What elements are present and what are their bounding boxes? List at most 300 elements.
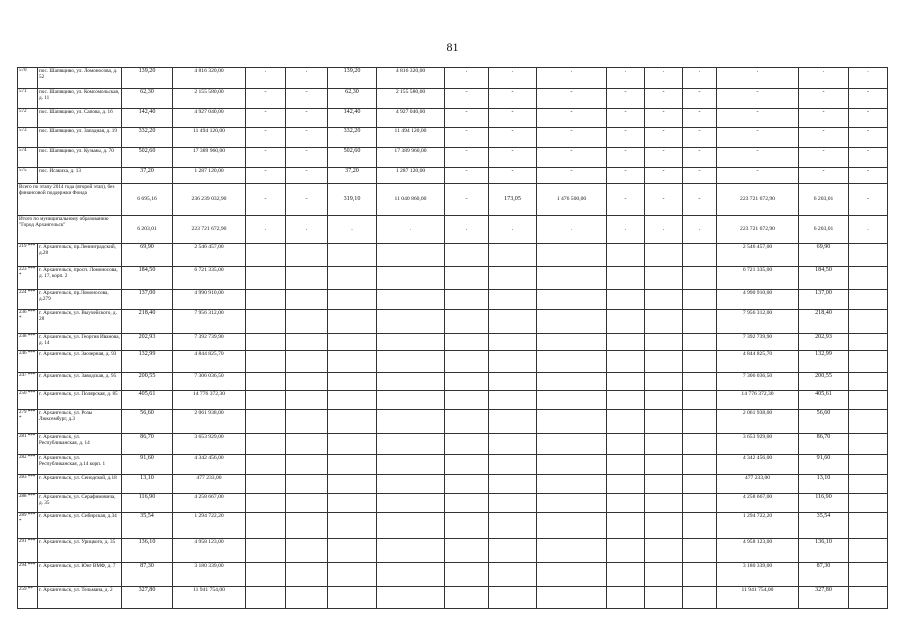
empty-cell — [849, 494, 888, 513]
value-cell: . — [607, 68, 645, 89]
cost-cell: 4 816 320,00 — [173, 68, 246, 89]
empty-cell — [328, 410, 377, 434]
empty-cell — [377, 267, 445, 290]
cost-cell: 223 721 672,90 — [717, 216, 799, 244]
value-cell: . — [286, 68, 328, 89]
area-cell: 405,61 — [122, 391, 173, 410]
empty-cell — [246, 587, 286, 609]
empty-cell — [537, 267, 607, 290]
empty-cell — [445, 455, 489, 475]
cost-cell: 223 721 672,90 — [717, 184, 799, 216]
area-cell: 218,40 — [799, 310, 849, 334]
area-cell: 327,80 — [799, 587, 849, 609]
empty-cell — [377, 563, 445, 587]
address-cell: пос. Шапящиво, ул. Ломоносова, д. 52 — [38, 68, 122, 89]
value-cell: - — [445, 184, 489, 216]
value-cell: . — [849, 216, 888, 244]
empty-cell — [286, 475, 328, 494]
value-cell: - — [849, 89, 888, 109]
cost-cell: 1 287 120,00 — [377, 168, 445, 184]
area-cell: 136,10 — [799, 539, 849, 563]
row-number: 283 *** — [18, 475, 38, 494]
empty-cell — [645, 244, 683, 267]
cost-cell: 6 721 335,00 — [173, 267, 246, 290]
value-cell: - — [717, 168, 799, 184]
value-cell: - — [645, 128, 683, 148]
empty-cell — [537, 539, 607, 563]
value-cell: - — [537, 128, 607, 148]
value-cell: - — [489, 168, 537, 184]
value-cell: - — [717, 109, 799, 128]
address-cell: г. Архангельск, ул. Георгия Иванова, д. 14 — [38, 334, 122, 351]
empty-cell — [246, 351, 286, 373]
empty-cell — [445, 539, 489, 563]
cost-cell: 1 294 722,20 — [173, 513, 246, 539]
area-cell: 69,90 — [122, 244, 173, 267]
area-cell: . — [328, 216, 377, 244]
value-cell: - — [246, 128, 286, 148]
empty-cell — [445, 351, 489, 373]
summary-row — [18, 184, 888, 216]
empty-cell — [607, 351, 645, 373]
housing-data-table — [17, 67, 888, 609]
empty-cell — [607, 494, 645, 513]
address-cell: г. Архангельск, ул. Сенодской, д.18 — [38, 475, 122, 494]
area-cell: 116,90 — [122, 494, 173, 513]
value-cell: . — [445, 68, 489, 89]
table-row — [18, 109, 888, 128]
row-number: 219 *** — [18, 244, 38, 267]
cost-cell: 11 941 754,00 — [717, 587, 799, 609]
empty-cell — [683, 434, 717, 455]
row-number: 224 *** — [18, 290, 38, 310]
value-cell: . — [246, 216, 286, 244]
empty-cell — [489, 539, 537, 563]
empty-cell — [246, 410, 286, 434]
row-number: 282 *** — [18, 455, 38, 475]
value-cell: - — [683, 148, 717, 168]
value-cell: - — [645, 148, 683, 168]
empty-cell — [328, 373, 377, 391]
value-cell: - — [489, 109, 537, 128]
address-cell: г. Архангельск, ул. Розы Люксембург, д.3 — [38, 410, 122, 434]
area-cell: 6 695,16 — [122, 184, 173, 216]
empty-cell — [489, 391, 537, 410]
address-cell: пос. Исакиха, д. 13 — [38, 168, 122, 184]
empty-cell — [645, 410, 683, 434]
empty-cell — [645, 391, 683, 410]
address-cell: г. Архангельск, ул. Республиканская, д.14 корп. 1 — [38, 455, 122, 475]
cost-cell: 2 546 457,00 — [173, 244, 246, 267]
value-cell: - — [849, 168, 888, 184]
table-row — [18, 244, 888, 267]
empty-cell — [246, 290, 286, 310]
empty-cell — [328, 391, 377, 410]
value-cell: - — [683, 128, 717, 148]
empty-cell — [286, 310, 328, 334]
area-cell: 502,60 — [122, 148, 173, 168]
empty-cell — [377, 373, 445, 391]
value-cell: - — [286, 168, 328, 184]
empty-cell — [246, 334, 286, 351]
value-cell: - — [537, 168, 607, 184]
table-row — [18, 128, 888, 148]
empty-cell — [377, 310, 445, 334]
cost-cell: 4 958 123,00 — [717, 539, 799, 563]
empty-cell — [489, 513, 537, 539]
value-cell: - — [489, 128, 537, 148]
value-cell: - — [537, 148, 607, 168]
value-cell: - — [645, 184, 683, 216]
empty-cell — [246, 513, 286, 539]
table-row — [18, 391, 888, 410]
empty-cell — [246, 539, 286, 563]
empty-cell — [445, 290, 489, 310]
empty-cell — [445, 244, 489, 267]
table-row — [18, 410, 888, 434]
area-cell: 184,50 — [799, 267, 849, 290]
empty-cell — [645, 334, 683, 351]
value-cell: - — [537, 89, 607, 109]
empty-cell — [286, 539, 328, 563]
empty-cell — [607, 475, 645, 494]
empty-cell — [246, 494, 286, 513]
empty-cell — [683, 494, 717, 513]
empty-cell — [377, 513, 445, 539]
empty-cell — [683, 391, 717, 410]
cost-cell: 6 721 335,00 — [717, 267, 799, 290]
empty-cell — [445, 410, 489, 434]
empty-cell — [328, 244, 377, 267]
empty-cell — [445, 267, 489, 290]
empty-cell — [328, 513, 377, 539]
empty-cell — [377, 494, 445, 513]
cost-cell: 7 306 036,50 — [717, 373, 799, 391]
empty-cell — [377, 391, 445, 410]
area-cell: 91,60 — [799, 455, 849, 475]
area-cell: 405,61 — [799, 391, 849, 410]
empty-cell — [849, 391, 888, 410]
area-cell: 136,10 — [122, 539, 173, 563]
value-cell: - — [286, 184, 328, 216]
empty-cell — [489, 475, 537, 494]
empty-cell — [537, 290, 607, 310]
empty-cell — [849, 455, 888, 475]
cost-cell: 4 342 456,00 — [173, 455, 246, 475]
value-cell: - — [246, 168, 286, 184]
area-cell: 13,10 — [799, 475, 849, 494]
area-cell: 184,50 — [122, 267, 173, 290]
cost-cell: 7 392 739,90 — [173, 334, 246, 351]
cost-cell: 2 061 938,00 — [717, 410, 799, 434]
area-cell: 37,20 — [328, 168, 377, 184]
area-cell: 218,40 — [122, 310, 173, 334]
address-cell: г. Архангельск, просп. Ломоносова, д. 17, корп. 2 — [38, 267, 122, 290]
value-cell: . — [537, 216, 607, 244]
address-cell: г. Архангельск, ул. Выучейского, д. 28 — [38, 310, 122, 334]
empty-cell — [607, 410, 645, 434]
empty-cell — [286, 373, 328, 391]
empty-cell — [537, 410, 607, 434]
empty-cell — [645, 373, 683, 391]
cost-cell: 7 956 312,00 — [717, 310, 799, 334]
cost-cell: 11 494 120,00 — [377, 128, 445, 148]
empty-cell — [286, 290, 328, 310]
table-row — [18, 290, 888, 310]
area-cell: 332,20 — [328, 128, 377, 148]
cost-cell: 3 653 929,00 — [173, 434, 246, 455]
table-row — [18, 539, 888, 563]
cost-cell: 236 239 032,90 — [173, 184, 246, 216]
area-cell: 139,20 — [328, 68, 377, 89]
empty-cell — [607, 455, 645, 475]
address-cell: г. Архангельск, ул. Урицкого, д. 35 — [38, 539, 122, 563]
empty-cell — [377, 410, 445, 434]
empty-cell — [849, 373, 888, 391]
empty-cell — [377, 587, 445, 609]
cost-cell: 4 990 910,00 — [717, 290, 799, 310]
empty-cell — [849, 334, 888, 351]
area-cell: 69,90 — [799, 244, 849, 267]
value-cell: - — [246, 184, 286, 216]
empty-cell — [537, 494, 607, 513]
value-cell: - — [849, 184, 888, 216]
value-cell: - — [849, 128, 888, 148]
address-cell: г. Архангельск, ул. Республиканская, д. 14 — [38, 434, 122, 455]
empty-cell — [445, 475, 489, 494]
cost-cell: 3 180 339,00 — [717, 563, 799, 587]
value-cell: - — [683, 89, 717, 109]
empty-cell — [328, 290, 377, 310]
value-cell: - — [246, 109, 286, 128]
empty-cell — [328, 310, 377, 334]
area-cell: 13,10 — [122, 475, 173, 494]
row-number: 571 — [18, 89, 38, 109]
cost-cell: 11 494 120,00 — [173, 128, 246, 148]
value-cell: . — [799, 68, 849, 89]
address-cell: г. Архангельск, ул. Заводская, д. 95 — [38, 373, 122, 391]
empty-cell — [328, 334, 377, 351]
cost-cell: 4 844 825,70 — [173, 351, 246, 373]
empty-cell — [489, 310, 537, 334]
row-number: 259 ** — [18, 587, 38, 609]
empty-cell — [445, 373, 489, 391]
empty-cell — [537, 455, 607, 475]
empty-cell — [445, 334, 489, 351]
empty-cell — [445, 513, 489, 539]
empty-cell — [246, 244, 286, 267]
area-cell: 37,20 — [122, 168, 173, 184]
empty-cell — [489, 351, 537, 373]
value-cell: . — [286, 216, 328, 244]
cost-cell: 4 844 825,70 — [717, 351, 799, 373]
area-cell: 132,99 — [122, 351, 173, 373]
empty-cell — [683, 310, 717, 334]
area-cell: 35,54 — [799, 513, 849, 539]
empty-cell — [445, 587, 489, 609]
empty-cell — [683, 244, 717, 267]
empty-cell — [286, 410, 328, 434]
table-row — [18, 89, 888, 109]
cost-cell: 4 342 456,00 — [717, 455, 799, 475]
area-cell: 202,93 — [799, 334, 849, 351]
empty-cell — [286, 334, 328, 351]
row-number: 289 *** * — [18, 513, 38, 539]
empty-cell — [645, 310, 683, 334]
address-cell: г. Архангельск, ул. Сибирская, д.34 — [38, 513, 122, 539]
value-cell: - — [683, 109, 717, 128]
value-cell: . — [849, 68, 888, 89]
table-row — [18, 494, 888, 513]
table-row — [18, 310, 888, 334]
empty-cell — [683, 351, 717, 373]
value-cell: 173,05 — [489, 184, 537, 216]
empty-cell — [607, 290, 645, 310]
row-number: 250 *** — [18, 391, 38, 410]
empty-cell — [246, 373, 286, 391]
empty-cell — [246, 310, 286, 334]
empty-cell — [286, 563, 328, 587]
area-cell: 142,40 — [122, 109, 173, 128]
empty-cell — [849, 475, 888, 494]
value-cell: . — [717, 68, 799, 89]
cost-cell: 223 721 672,90 — [173, 216, 246, 244]
empty-cell — [645, 434, 683, 455]
empty-cell — [328, 455, 377, 475]
table-row — [18, 563, 888, 587]
value-cell: . — [683, 216, 717, 244]
empty-cell — [607, 373, 645, 391]
address-cell: г. Архангельск, ул. Тельмана, д. 2 — [38, 587, 122, 609]
empty-cell — [849, 563, 888, 587]
table-row — [18, 148, 888, 168]
area-cell: 116,90 — [799, 494, 849, 513]
empty-cell — [645, 587, 683, 609]
empty-cell — [849, 244, 888, 267]
empty-cell — [246, 455, 286, 475]
empty-cell — [445, 391, 489, 410]
value-cell: - — [286, 148, 328, 168]
area-cell: 200,55 — [122, 373, 173, 391]
value-cell: . — [445, 216, 489, 244]
empty-cell — [683, 290, 717, 310]
table-row — [18, 434, 888, 455]
value-cell: . — [645, 68, 683, 89]
empty-cell — [328, 475, 377, 494]
value-cell: - — [799, 148, 849, 168]
area-cell: 502,60 — [328, 148, 377, 168]
value-cell: - — [683, 184, 717, 216]
empty-cell — [489, 290, 537, 310]
empty-cell — [683, 455, 717, 475]
value-cell: - — [645, 109, 683, 128]
empty-cell — [683, 410, 717, 434]
empty-cell — [328, 539, 377, 563]
empty-cell — [849, 434, 888, 455]
value-cell: - — [717, 89, 799, 109]
empty-cell — [489, 455, 537, 475]
value-cell: - — [607, 89, 645, 109]
empty-cell — [377, 334, 445, 351]
address-cell: г. Архангельск, ул. Заозерная, д. 93 — [38, 351, 122, 373]
empty-cell — [489, 434, 537, 455]
empty-cell — [645, 475, 683, 494]
empty-cell — [849, 310, 888, 334]
value-cell: . — [537, 68, 607, 89]
area-cell: 332,20 — [122, 128, 173, 148]
empty-cell — [683, 267, 717, 290]
address-cell: пос. Шапящиво, ул. Западная, д. 19 — [38, 128, 122, 148]
empty-cell — [445, 494, 489, 513]
row-number: 574 — [18, 148, 38, 168]
address-cell: г. Архангельск, ул. Полярская, д. 85 — [38, 391, 122, 410]
empty-cell — [445, 310, 489, 334]
value-cell: - — [799, 128, 849, 148]
cost-cell: 477 233,00 — [717, 475, 799, 494]
empty-cell — [377, 351, 445, 373]
table-row — [18, 455, 888, 475]
table-row — [18, 168, 888, 184]
cost-cell: 477 233,00 — [173, 475, 246, 494]
empty-cell — [286, 434, 328, 455]
value-cell: - — [717, 148, 799, 168]
empty-cell — [849, 539, 888, 563]
area-cell: 56,60 — [122, 410, 173, 434]
area-cell: 87,30 — [122, 563, 173, 587]
area-cell: 137,00 — [799, 290, 849, 310]
empty-cell — [286, 513, 328, 539]
value-cell: - — [717, 128, 799, 148]
cost-cell: 3 180 339,00 — [173, 563, 246, 587]
empty-cell — [607, 334, 645, 351]
empty-cell — [377, 244, 445, 267]
empty-cell — [849, 410, 888, 434]
empty-cell — [683, 587, 717, 609]
area-cell: 327,80 — [122, 587, 173, 609]
cost-cell: 1 287 120,00 — [173, 168, 246, 184]
empty-cell — [607, 391, 645, 410]
cost-cell: 4 816 320,00 — [377, 68, 445, 89]
value-cell: - — [607, 184, 645, 216]
value-cell: - — [445, 109, 489, 128]
empty-cell — [683, 563, 717, 587]
value-cell: - — [246, 148, 286, 168]
value-cell: - — [607, 168, 645, 184]
empty-cell — [489, 494, 537, 513]
address-cell: г. Архангельск, пр.Ленинградский, д.28 — [38, 244, 122, 267]
summary-label: Итого по муниципальному образованию "Город Архангельск" — [18, 216, 122, 244]
empty-cell — [645, 290, 683, 310]
value-cell: . — [489, 68, 537, 89]
table-row — [18, 373, 888, 391]
empty-cell — [537, 587, 607, 609]
value-cell: . — [645, 216, 683, 244]
value-cell: - — [445, 168, 489, 184]
row-number: 236 *** * — [18, 310, 38, 334]
table-row — [18, 267, 888, 290]
row-number: 288 *** — [18, 494, 38, 513]
empty-cell — [286, 351, 328, 373]
cost-cell: 2 155 580,00 — [377, 89, 445, 109]
value-cell: - — [849, 148, 888, 168]
value-cell: - — [489, 89, 537, 109]
empty-cell — [489, 334, 537, 351]
empty-cell — [645, 494, 683, 513]
cost-cell: 4 927 040,00 — [377, 109, 445, 128]
empty-cell — [489, 244, 537, 267]
area-cell: 319,10 — [328, 184, 377, 216]
area-cell: 62,30 — [122, 89, 173, 109]
